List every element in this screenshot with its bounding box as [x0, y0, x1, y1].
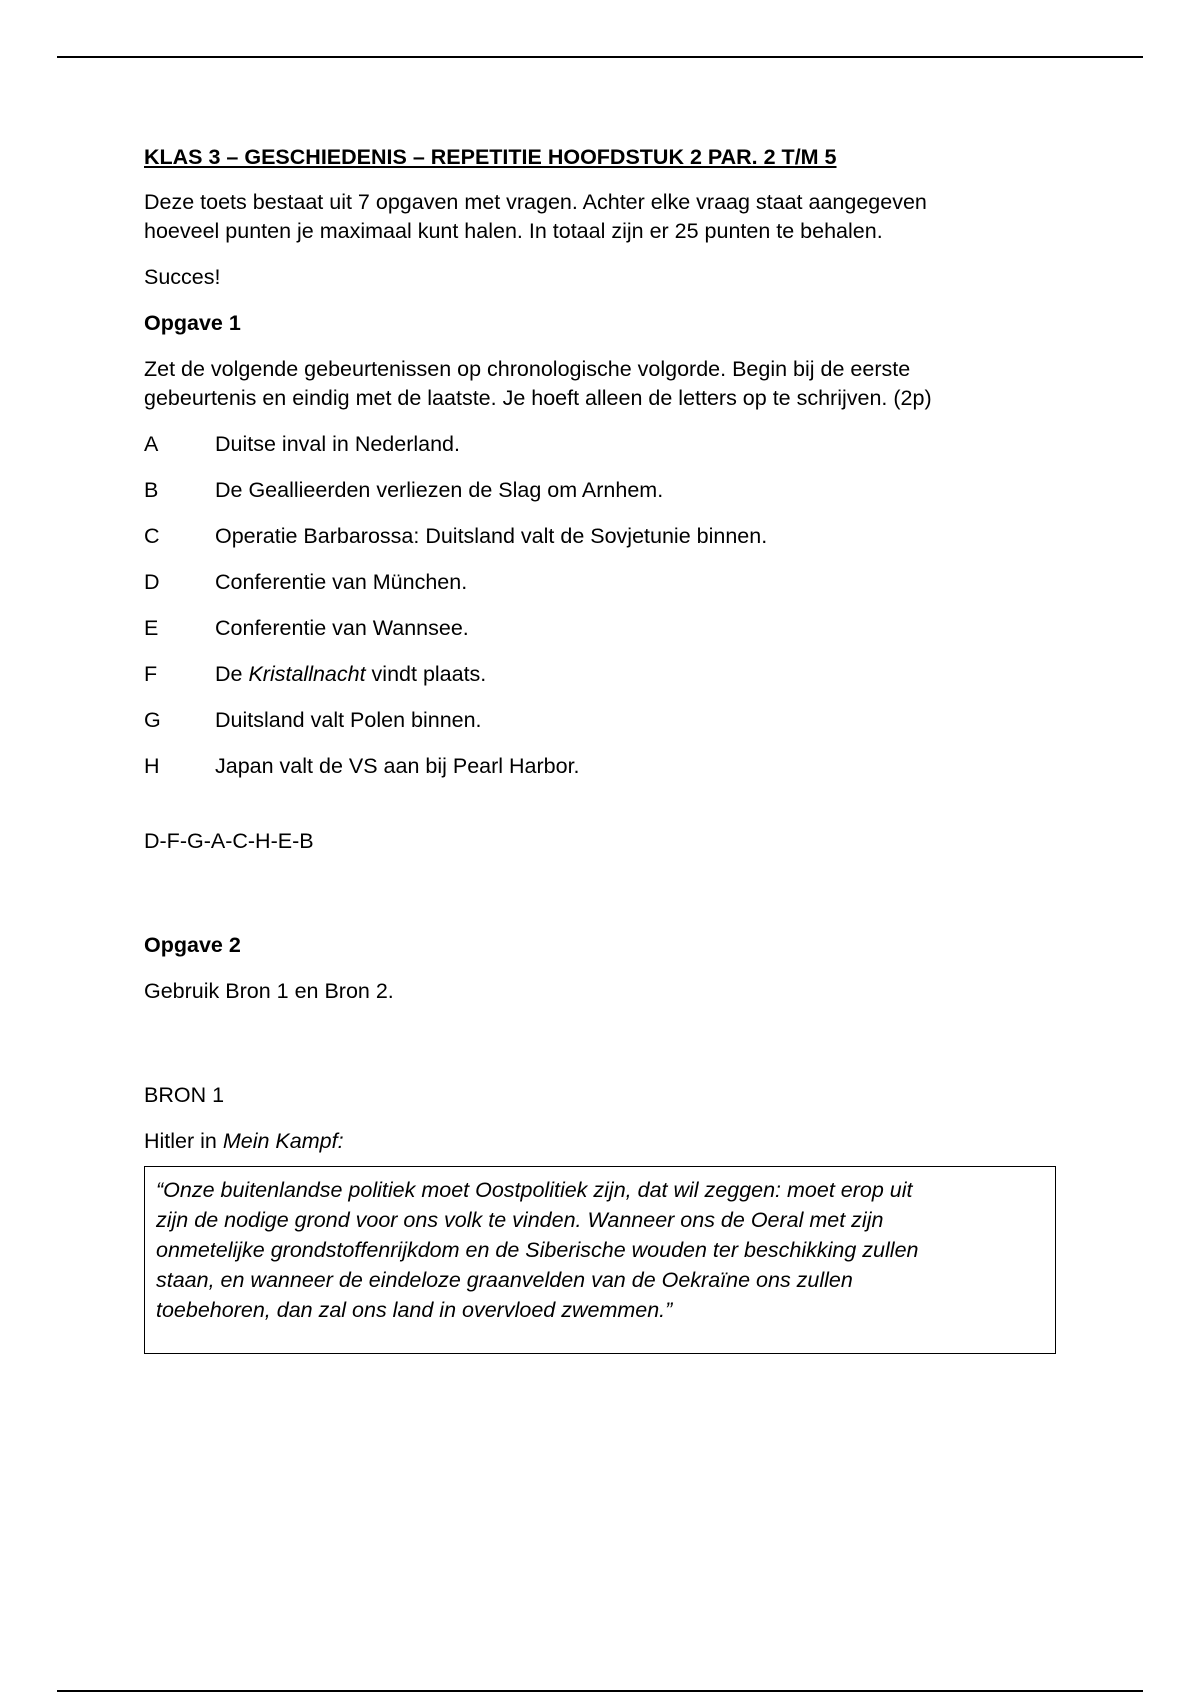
event-letter: G: [144, 708, 161, 732]
quote-line: onmetelijke grondstoffenrijkdom en de Siberische wouden ter beschikking zullen: [156, 1238, 919, 1262]
event-text: Duitse inval in Nederland.: [215, 432, 460, 456]
bron-1-label: BRON 1: [144, 1083, 225, 1107]
event-item: [144, 522, 1064, 551]
event-text-italic: Kristallnacht: [248, 662, 366, 686]
opgave-2: [144, 931, 1064, 1354]
intro-line: hoeveel punten je maximaal kunt halen. In totaal zijn er 25 punten te behalen.: [144, 219, 883, 243]
event-text: Conferentie van Wannsee.: [215, 616, 469, 640]
event-letter: C: [144, 524, 160, 548]
bron-1-caption-prefix: Hitler in: [144, 1129, 223, 1153]
header-rule: [57, 56, 1143, 58]
opgave-1-instruction: [144, 355, 1064, 413]
intro-paragraph: [144, 188, 1064, 246]
bron-1-caption-italic: Mein Kampf:: [222, 1129, 344, 1153]
event-text-after: vindt plaats.: [365, 662, 487, 686]
intro-line: Deze toets bestaat uit 7 opgaven met vragen. Achter elke vraag staat aangegeven: [144, 190, 927, 214]
event-text-before: De: [215, 662, 249, 686]
event-text: Duitsland valt Polen binnen.: [215, 708, 482, 732]
event-item: [144, 430, 1064, 459]
bron-1-quote-box: [144, 1166, 1056, 1354]
opgave-1: [144, 309, 1064, 856]
event-item: [144, 706, 1064, 735]
opgave-2-instruction: Gebruik Bron 1 en Bron 2.: [144, 979, 394, 1003]
bron-1-caption: [144, 1127, 1064, 1156]
succes-text: Succes!: [144, 265, 221, 289]
event-letter: D: [144, 570, 160, 594]
event-letter: E: [144, 616, 159, 640]
quote-line: zijn de nodige grond voor ons volk te vinden. Wanneer ons de Oeral met zijn: [156, 1208, 884, 1232]
page-title: KLAS 3 – GESCHIEDENIS – REPETITIE HOOFDSTUK 2 PAR. 2 T/M 5: [144, 145, 837, 169]
event-item: [144, 614, 1064, 643]
event-letter: A: [144, 432, 159, 456]
event-item: [144, 568, 1064, 597]
event-list: [144, 430, 1064, 781]
event-item: [144, 476, 1064, 505]
event-text: Japan valt de VS aan bij Pearl Harbor.: [215, 754, 580, 778]
instruction-line: Zet de volgende gebeurtenissen op chronologische volgorde. Begin bij de eerste: [144, 357, 911, 381]
quote-line: staan, en wanneer de eindeloze graanvelden van de Oekraïne ons zullen: [156, 1268, 853, 1292]
event-letter: H: [144, 754, 160, 778]
event-item: [144, 752, 1064, 781]
opgave-2-heading: Opgave 2: [144, 933, 241, 957]
event-letter: F: [144, 662, 158, 686]
footer-rule: [57, 1690, 1143, 1692]
opgave-1-answer: D-F-G-A-C-H-E-B: [144, 829, 314, 853]
quote-line: toebehoren, dan zal ons land in overvloed zwemmen.”: [156, 1298, 673, 1322]
event-text: De Geallieerden verliezen de Slag om Arnhem.: [215, 478, 664, 502]
opgave-1-heading: Opgave 1: [144, 311, 241, 335]
quote-line: “Onze buitenlandse politiek moet Oostpolitiek zijn, dat wil zeggen: moet erop uit: [156, 1178, 913, 1202]
event-item: [144, 660, 1064, 689]
instruction-line: gebeurtenis en eindig met de laatste. Je hoeft alleen de letters op te schrijven. (2p): [144, 386, 932, 410]
event-text: Conferentie van München.: [215, 570, 468, 594]
event-text: [215, 660, 486, 689]
event-text: Operatie Barbarossa: Duitsland valt de Sovjetunie binnen.: [215, 524, 768, 548]
exam-page: [144, 143, 1064, 1354]
event-letter: B: [144, 478, 159, 502]
